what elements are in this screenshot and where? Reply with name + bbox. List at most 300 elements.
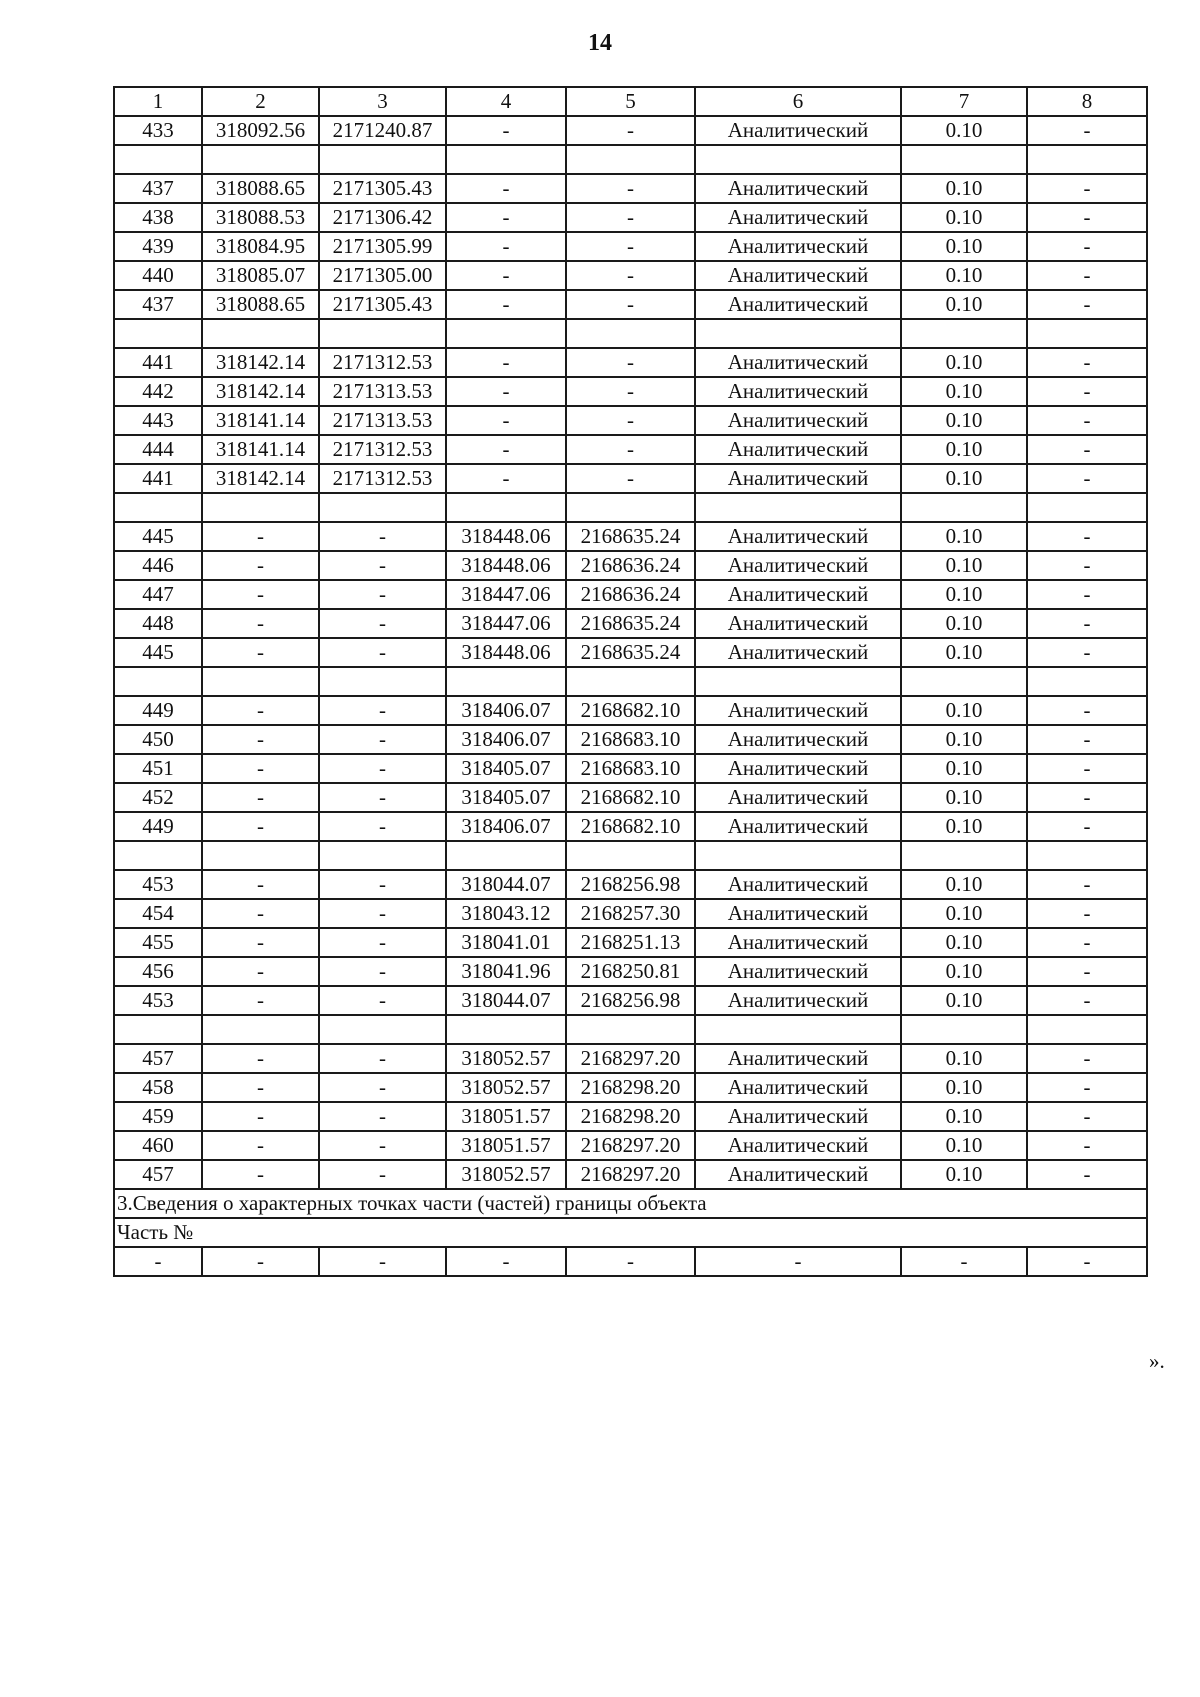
- table-cell-col3: -: [319, 812, 446, 841]
- table-cell-col5: 2168297.20: [566, 1044, 695, 1073]
- table-header-row: [114, 87, 1147, 116]
- table-cell-col5: 2168250.81: [566, 957, 695, 986]
- table-cell-col1: [114, 145, 202, 174]
- table-cell-col8: -: [1027, 406, 1147, 435]
- table-cell-col4: [446, 145, 566, 174]
- table-cell-col5: [566, 493, 695, 522]
- table-cell-col8: -: [1027, 522, 1147, 551]
- table-cell-col7: 0.10: [901, 638, 1027, 667]
- table-blank-row: [114, 667, 1147, 696]
- table-cell-col2: [202, 667, 319, 696]
- table-cell-col5: 2168297.20: [566, 1131, 695, 1160]
- table-cell-col8: -: [1027, 928, 1147, 957]
- table-cell-col3: -: [319, 696, 446, 725]
- table-cell-col1: 457: [114, 1160, 202, 1189]
- table-cell-col3: 2171313.53: [319, 406, 446, 435]
- table-cell-col8: [1027, 1015, 1147, 1044]
- table-cell-col4: 318041.96: [446, 957, 566, 986]
- table-cell-col6: [695, 1015, 901, 1044]
- table-cell-col1: 445: [114, 522, 202, 551]
- table-cell-col6: Аналитический: [695, 232, 901, 261]
- table-cell-col3: -: [319, 1044, 446, 1073]
- table-cell-col4: -: [446, 261, 566, 290]
- table-cell-col1: [114, 841, 202, 870]
- table-cell-col1: 441: [114, 348, 202, 377]
- table-cell-col6: Аналитический: [695, 725, 901, 754]
- table-cell-col6: [695, 145, 901, 174]
- table-cell-col3: -: [319, 928, 446, 957]
- table-row: [114, 899, 1147, 928]
- table-cell-col6: Аналитический: [695, 638, 901, 667]
- table-cell-col2: 318088.65: [202, 174, 319, 203]
- table-cell-col5: -: [566, 203, 695, 232]
- table-cell-col1: 437: [114, 174, 202, 203]
- table-cell-col6: Аналитический: [695, 754, 901, 783]
- table-cell-col1: 457: [114, 1044, 202, 1073]
- table-cell-col1: 451: [114, 754, 202, 783]
- table-cell-col2: 318141.14: [202, 406, 319, 435]
- table-row: [114, 377, 1147, 406]
- table-cell-col8: -: [1027, 551, 1147, 580]
- table-row: [114, 261, 1147, 290]
- table-cell-col1: 454: [114, 899, 202, 928]
- table-cell-col3: -: [319, 580, 446, 609]
- table-cell-col5: -: [566, 1247, 695, 1276]
- table-cell-col6: Аналитический: [695, 406, 901, 435]
- table-cell-col4: -: [446, 464, 566, 493]
- table-cell-col6: Аналитический: [695, 609, 901, 638]
- table-cell-col3: -: [319, 1247, 446, 1276]
- table-cell-col4: 318041.01: [446, 928, 566, 957]
- table-cell-col5: 2168251.13: [566, 928, 695, 957]
- table-cell-col3: 2171306.42: [319, 203, 446, 232]
- table-cell-col8: -: [1027, 986, 1147, 1015]
- table-cell-col1: 448: [114, 609, 202, 638]
- section-3-title: 3.Сведения о характерных точках части (частей) границы объекта: [114, 1189, 1147, 1218]
- table-cell-col2: -: [202, 1160, 319, 1189]
- table-cell-col5: -: [566, 232, 695, 261]
- table-cell-col3: 2171305.43: [319, 290, 446, 319]
- table-cell-col4: 318052.57: [446, 1073, 566, 1102]
- table-cell-col5: 2168256.98: [566, 986, 695, 1015]
- table-cell-col1: 450: [114, 725, 202, 754]
- table-cell-col3: -: [319, 783, 446, 812]
- table-cell-col7: 0.10: [901, 232, 1027, 261]
- table-cell-col1: 460: [114, 1131, 202, 1160]
- table-cell-col1: 447: [114, 580, 202, 609]
- table-cell-col7: 0.10: [901, 1044, 1027, 1073]
- table-cell-col3: -: [319, 1131, 446, 1160]
- table-cell-col3: -: [319, 551, 446, 580]
- table-cell-col8: -: [1027, 203, 1147, 232]
- table-cell-col3: -: [319, 725, 446, 754]
- table-blank-row: [114, 145, 1147, 174]
- table-cell-col4: -: [446, 232, 566, 261]
- table-row: [114, 406, 1147, 435]
- table-cell-col5: 2168682.10: [566, 783, 695, 812]
- table-cell-col8: [1027, 493, 1147, 522]
- table-cell-col8: -: [1027, 957, 1147, 986]
- table-cell-col8: -: [1027, 870, 1147, 899]
- table-cell-col3: -: [319, 609, 446, 638]
- table-cell-col1: 452: [114, 783, 202, 812]
- table-cell-col6: Аналитический: [695, 377, 901, 406]
- table-cell-col2: -: [202, 580, 319, 609]
- table-cell-col7: -: [901, 1247, 1027, 1276]
- table-cell-col4: -: [446, 203, 566, 232]
- table-row: [114, 232, 1147, 261]
- table-cell-col6: Аналитический: [695, 783, 901, 812]
- section-3-row: [114, 1189, 1147, 1218]
- table-cell-col5: 2168635.24: [566, 609, 695, 638]
- table-blank-row: [114, 319, 1147, 348]
- table-cell-col6: Аналитический: [695, 1073, 901, 1102]
- table-cell-col1: [114, 493, 202, 522]
- table-cell-col7: 0.10: [901, 1160, 1027, 1189]
- table-cell-col4: -: [446, 174, 566, 203]
- table-cell-col2: -: [202, 609, 319, 638]
- table-cell-col6: -: [695, 1247, 901, 1276]
- table-cell-col3: 2171305.00: [319, 261, 446, 290]
- table-cell-col2: 318141.14: [202, 435, 319, 464]
- table-cell-col7: 0.10: [901, 116, 1027, 145]
- table-cell-col5: [566, 1015, 695, 1044]
- table-row: [114, 1102, 1147, 1131]
- table-cell-col4: 4: [446, 87, 566, 116]
- table-cell-col5: -: [566, 435, 695, 464]
- table-cell-col7: [901, 841, 1027, 870]
- table-cell-col7: 0.10: [901, 348, 1027, 377]
- table-cell-col2: -: [202, 812, 319, 841]
- table-cell-col1: 444: [114, 435, 202, 464]
- table-cell-col8: -: [1027, 696, 1147, 725]
- table-cell-col2: -: [202, 754, 319, 783]
- table-cell-col5: 2168636.24: [566, 580, 695, 609]
- table-cell-col6: Аналитический: [695, 464, 901, 493]
- table-cell-col4: 318406.07: [446, 725, 566, 754]
- closing-quote: ».: [1149, 1349, 1165, 1373]
- table-cell-col2: [202, 493, 319, 522]
- table-cell-col7: 0.10: [901, 203, 1027, 232]
- table-row: [114, 986, 1147, 1015]
- table-row: [114, 638, 1147, 667]
- table-cell-col6: Аналитический: [695, 928, 901, 957]
- table-cell-col8: -: [1027, 580, 1147, 609]
- table-cell-col6: Аналитический: [695, 1160, 901, 1189]
- table-cell-col3: [319, 667, 446, 696]
- table-cell-col3: -: [319, 522, 446, 551]
- table-cell-col8: -: [1027, 116, 1147, 145]
- table-cell-col8: -: [1027, 1073, 1147, 1102]
- table-cell-col7: 0.10: [901, 1131, 1027, 1160]
- table-cell-col4: [446, 493, 566, 522]
- table-cell-col5: 2168682.10: [566, 696, 695, 725]
- table-cell-col4: -: [446, 348, 566, 377]
- table-row: [114, 812, 1147, 841]
- table-cell-col1: 439: [114, 232, 202, 261]
- table-cell-col2: 318088.65: [202, 290, 319, 319]
- table-cell-col8: [1027, 841, 1147, 870]
- table-cell-col7: 7: [901, 87, 1027, 116]
- table-cell-col4: 318447.06: [446, 609, 566, 638]
- table-cell-col1: 440: [114, 261, 202, 290]
- table-cell-col1: 445: [114, 638, 202, 667]
- table-row: [114, 348, 1147, 377]
- table-cell-col4: -: [446, 377, 566, 406]
- table-cell-col2: 318142.14: [202, 464, 319, 493]
- coordinates-table: [113, 86, 1148, 1277]
- table-cell-col5: -: [566, 261, 695, 290]
- table-cell-col8: -: [1027, 1247, 1147, 1276]
- table-cell-col7: 0.10: [901, 290, 1027, 319]
- table-cell-col3: [319, 145, 446, 174]
- table-cell-col2: 2: [202, 87, 319, 116]
- table-cell-col4: 318405.07: [446, 754, 566, 783]
- table-cell-col2: [202, 1015, 319, 1044]
- table-cell-col1: 455: [114, 928, 202, 957]
- table-cell-col5: -: [566, 290, 695, 319]
- table-cell-col6: Аналитический: [695, 957, 901, 986]
- table-cell-col2: 318085.07: [202, 261, 319, 290]
- table-cell-col6: [695, 493, 901, 522]
- table-cell-col5: [566, 319, 695, 348]
- table-cell-col2: -: [202, 928, 319, 957]
- table-row: [114, 754, 1147, 783]
- table-cell-col8: -: [1027, 435, 1147, 464]
- table-cell-col8: -: [1027, 1044, 1147, 1073]
- table-cell-col1: 458: [114, 1073, 202, 1102]
- table-cell-col5: -: [566, 348, 695, 377]
- table-cell-col4: -: [446, 1247, 566, 1276]
- table-cell-col7: 0.10: [901, 551, 1027, 580]
- table-cell-col1: 449: [114, 812, 202, 841]
- table-row: [114, 580, 1147, 609]
- table-cell-col3: 2171312.53: [319, 435, 446, 464]
- table-cell-col5: [566, 667, 695, 696]
- table-cell-col5: 2168635.24: [566, 638, 695, 667]
- table-cell-col4: [446, 319, 566, 348]
- table-cell-col1: [114, 667, 202, 696]
- table-cell-col5: 2168298.20: [566, 1073, 695, 1102]
- table-cell-col5: 5: [566, 87, 695, 116]
- table-cell-col1: 442: [114, 377, 202, 406]
- table-cell-col5: [566, 145, 695, 174]
- table-row: [114, 609, 1147, 638]
- table-cell-col5: 2168298.20: [566, 1102, 695, 1131]
- table-cell-col7: 0.10: [901, 464, 1027, 493]
- table-blank-row: [114, 1015, 1147, 1044]
- table-cell-col2: -: [202, 1044, 319, 1073]
- table-cell-col7: [901, 145, 1027, 174]
- table-cell-col6: Аналитический: [695, 116, 901, 145]
- table-cell-col1: 441: [114, 464, 202, 493]
- table-cell-col8: -: [1027, 754, 1147, 783]
- table-cell-col7: 0.10: [901, 522, 1027, 551]
- table-cell-col4: 318044.07: [446, 870, 566, 899]
- table-cell-col3: 2171312.53: [319, 464, 446, 493]
- table-row: [114, 174, 1147, 203]
- table-cell-col6: Аналитический: [695, 551, 901, 580]
- table-row: [114, 116, 1147, 145]
- table-cell-col5: 2168683.10: [566, 754, 695, 783]
- table-cell-col7: 0.10: [901, 377, 1027, 406]
- table-cell-col6: 6: [695, 87, 901, 116]
- table-cell-col6: Аналитический: [695, 348, 901, 377]
- table-cell-col5: 2168682.10: [566, 812, 695, 841]
- table-cell-col8: -: [1027, 377, 1147, 406]
- table-cell-col7: 0.10: [901, 812, 1027, 841]
- table-cell-col5: 2168297.20: [566, 1160, 695, 1189]
- table-cell-col2: -: [202, 957, 319, 986]
- table-cell-col7: 0.10: [901, 1073, 1027, 1102]
- table-cell-col7: 0.10: [901, 957, 1027, 986]
- table-cell-col7: 0.10: [901, 754, 1027, 783]
- table-cell-col4: 318044.07: [446, 986, 566, 1015]
- table-cell-col2: 318142.14: [202, 377, 319, 406]
- table-cell-col2: -: [202, 1073, 319, 1102]
- table-cell-col3: 2171305.43: [319, 174, 446, 203]
- table-cell-col7: 0.10: [901, 899, 1027, 928]
- table-cell-col2: -: [202, 696, 319, 725]
- table-cell-col4: 318052.57: [446, 1160, 566, 1189]
- table-cell-col7: 0.10: [901, 580, 1027, 609]
- table-cell-col7: 0.10: [901, 986, 1027, 1015]
- table-cell-col7: [901, 319, 1027, 348]
- table-cell-col4: [446, 841, 566, 870]
- table-cell-col5: 2168257.30: [566, 899, 695, 928]
- table-cell-col1: 453: [114, 870, 202, 899]
- table-cell-col2: -: [202, 783, 319, 812]
- table-cell-col2: -: [202, 638, 319, 667]
- page-number: 14: [588, 30, 612, 56]
- table-cell-col3: -: [319, 1160, 446, 1189]
- table-cell-col4: 318448.06: [446, 522, 566, 551]
- table-cell-col4: -: [446, 406, 566, 435]
- table-cell-col2: [202, 145, 319, 174]
- table-cell-col4: [446, 667, 566, 696]
- table-row: [114, 725, 1147, 754]
- table-cell-col6: Аналитический: [695, 1131, 901, 1160]
- table-row: [114, 1044, 1147, 1073]
- table-cell-col8: [1027, 667, 1147, 696]
- table-row: [114, 435, 1147, 464]
- table-row: [114, 928, 1147, 957]
- table-cell-col3: 2171305.99: [319, 232, 446, 261]
- table-cell-col4: 318448.06: [446, 551, 566, 580]
- table-row: [114, 870, 1147, 899]
- table-cell-col8: 8: [1027, 87, 1147, 116]
- table-cell-col1: 453: [114, 986, 202, 1015]
- table-cell-col8: [1027, 319, 1147, 348]
- table-row: [114, 696, 1147, 725]
- table-cell-col2: 318092.56: [202, 116, 319, 145]
- table-row: [114, 464, 1147, 493]
- table-cell-col6: Аналитический: [695, 435, 901, 464]
- table-cell-col5: 2168636.24: [566, 551, 695, 580]
- table-cell-col2: -: [202, 1131, 319, 1160]
- table-cell-col3: -: [319, 1073, 446, 1102]
- table-cell-col4: 318448.06: [446, 638, 566, 667]
- table-cell-col1: 433: [114, 116, 202, 145]
- table-cell-col6: Аналитический: [695, 1102, 901, 1131]
- table-row: [114, 203, 1147, 232]
- table-cell-col4: 318406.07: [446, 812, 566, 841]
- table-cell-col8: -: [1027, 464, 1147, 493]
- table-cell-col2: -: [202, 1102, 319, 1131]
- table-cell-col5: 2168683.10: [566, 725, 695, 754]
- table-cell-col3: [319, 841, 446, 870]
- table-cell-col3: 3: [319, 87, 446, 116]
- table-cell-col6: [695, 841, 901, 870]
- table-row: [114, 522, 1147, 551]
- table-cell-col7: 0.10: [901, 174, 1027, 203]
- table-cell-col3: -: [319, 899, 446, 928]
- table-cell-col8: -: [1027, 348, 1147, 377]
- table-cell-col4: -: [446, 435, 566, 464]
- table-cell-col3: -: [319, 1102, 446, 1131]
- table-cell-col8: -: [1027, 1102, 1147, 1131]
- table-cell-col5: -: [566, 377, 695, 406]
- table-cell-col4: 318405.07: [446, 783, 566, 812]
- table-cell-col5: 2168635.24: [566, 522, 695, 551]
- table-cell-col6: Аналитический: [695, 812, 901, 841]
- table-cell-col5: [566, 841, 695, 870]
- table-cell-col4: 318051.57: [446, 1102, 566, 1131]
- table-row: [114, 1160, 1147, 1189]
- table-cell-col1: [114, 319, 202, 348]
- table-cell-col1: 449: [114, 696, 202, 725]
- table-cell-col7: 0.10: [901, 261, 1027, 290]
- table-cell-col8: -: [1027, 174, 1147, 203]
- table-cell-col3: 2171312.53: [319, 348, 446, 377]
- table-cell-col3: 2171313.53: [319, 377, 446, 406]
- table-cell-col7: 0.10: [901, 928, 1027, 957]
- table-cell-col1: 1: [114, 87, 202, 116]
- table-final-row: [114, 1247, 1147, 1276]
- table-cell-col8: -: [1027, 1131, 1147, 1160]
- table-cell-col4: 318043.12: [446, 899, 566, 928]
- table-cell-col3: -: [319, 754, 446, 783]
- table-cell-col6: Аналитический: [695, 580, 901, 609]
- table-cell-col2: [202, 319, 319, 348]
- table-cell-col1: 456: [114, 957, 202, 986]
- table-cell-col2: -: [202, 1247, 319, 1276]
- table-cell-col7: 0.10: [901, 406, 1027, 435]
- table-cell-col8: -: [1027, 232, 1147, 261]
- table-cell-col3: -: [319, 957, 446, 986]
- table-cell-col3: -: [319, 638, 446, 667]
- table-cell-col4: 318406.07: [446, 696, 566, 725]
- table-cell-col8: -: [1027, 638, 1147, 667]
- table-cell-col3: -: [319, 986, 446, 1015]
- table-cell-col7: 0.10: [901, 435, 1027, 464]
- table-cell-col4: 318447.06: [446, 580, 566, 609]
- table-row: [114, 551, 1147, 580]
- table-cell-col2: 318084.95: [202, 232, 319, 261]
- table-cell-col2: -: [202, 899, 319, 928]
- table-cell-col4: [446, 1015, 566, 1044]
- table-cell-col6: Аналитический: [695, 290, 901, 319]
- table-cell-col3: 2171240.87: [319, 116, 446, 145]
- table-cell-col7: 0.10: [901, 1102, 1027, 1131]
- table-cell-col4: 318051.57: [446, 1131, 566, 1160]
- table-row: [114, 290, 1147, 319]
- table-cell-col8: -: [1027, 609, 1147, 638]
- table-cell-col2: -: [202, 725, 319, 754]
- table-row: [114, 1131, 1147, 1160]
- table-cell-col1: 443: [114, 406, 202, 435]
- table-cell-col8: -: [1027, 261, 1147, 290]
